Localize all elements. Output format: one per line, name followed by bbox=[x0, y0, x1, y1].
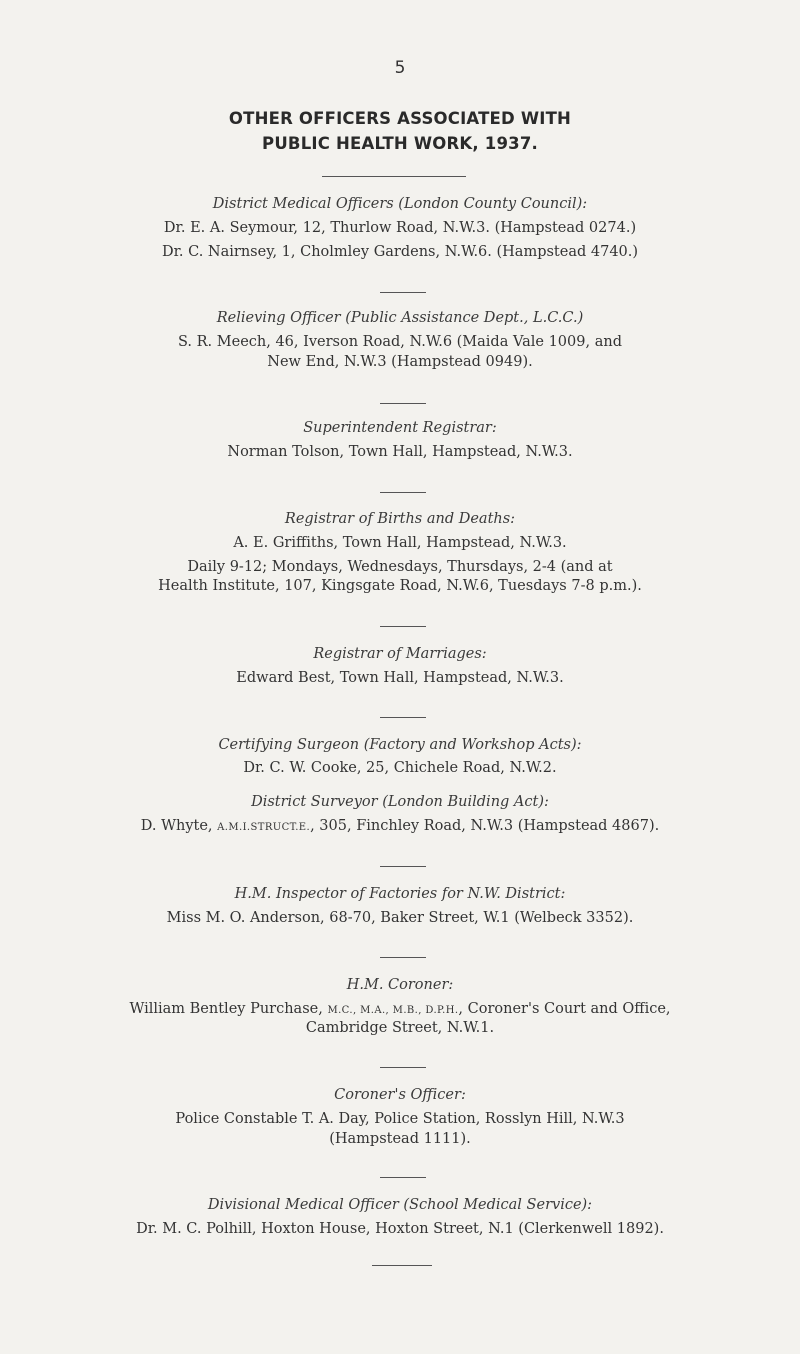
coroner-qualifications: M.C., M.A., M.B., D.P.H. bbox=[327, 1005, 459, 1016]
section-heading-coroner: H.M. Coroner: bbox=[346, 977, 454, 993]
section-heading-births-deaths: Registrar of Births and Deaths: bbox=[284, 511, 516, 527]
page-title bbox=[0, 106, 800, 156]
coroner-line-2: Cambridge Street, N.W.1. bbox=[305, 1020, 495, 1036]
district-surveyor-line-1 bbox=[0, 818, 800, 834]
district-medical-line-1: Dr. E. A. Seymour, 12, Thurlow Road, N.W.3. (Hampstead 0274.) bbox=[163, 220, 637, 236]
divider bbox=[380, 1067, 426, 1068]
coroner-name: William Bentley Purchase, bbox=[129, 1001, 328, 1017]
divider bbox=[380, 957, 426, 958]
coroner-line-1 bbox=[0, 1001, 800, 1017]
divider bbox=[380, 866, 426, 867]
title-line-2: PUBLIC HEALTH WORK, 1937. bbox=[262, 134, 538, 153]
births-deaths-line-2: Daily 9-12; Mondays, Wednesdays, Thursdays, 2-4 (and at bbox=[187, 559, 613, 575]
surveyor-name: D. Whyte, bbox=[140, 818, 218, 834]
inspector-factories-line-1: Miss M. O. Anderson, 68-70, Baker Street, W.1 (Welbeck 3352). bbox=[166, 910, 634, 926]
coroner-office: , Coroner's Court and Office, bbox=[458, 1001, 671, 1017]
coroners-officer-line-1: Police Constable T. A. Day, Police Station, Rosslyn Hill, N.W.3 bbox=[175, 1111, 625, 1127]
page-number: 5 bbox=[394, 58, 406, 78]
coroners-officer-line-2: (Hampstead 1111). bbox=[329, 1131, 471, 1147]
section-heading-relieving-officer: Relieving Officer (Public Assistance Dept., L.C.C.) bbox=[216, 310, 584, 326]
section-heading-certifying-surgeon: Certifying Surgeon (Factory and Workshop Acts): bbox=[218, 737, 582, 753]
title-line-1: OTHER OFFICERS ASSOCIATED WITH bbox=[228, 109, 572, 128]
section-heading-superintendent-registrar: Superintendent Registrar: bbox=[303, 420, 497, 436]
relieving-officer-line-2: New End, N.W.3 (Hampstead 0949). bbox=[267, 354, 533, 370]
section-heading-inspector-factories: H.M. Inspector of Factories for N.W. District: bbox=[234, 886, 566, 902]
certifying-surgeon-line-1: Dr. C. W. Cooke, 25, Chichele Road, N.W.2. bbox=[243, 760, 557, 776]
section-heading-coroners-officer: Coroner's Officer: bbox=[334, 1087, 466, 1103]
section-heading-divisional-medical: Divisional Medical Officer (School Medical Service): bbox=[207, 1197, 593, 1213]
births-deaths-line-3: Health Institute, 107, Kingsgate Road, N.W.6, Tuesdays 7-8 p.m.). bbox=[158, 578, 642, 594]
section-heading-district-medical: District Medical Officers (London County Council): bbox=[212, 196, 588, 212]
section-heading-marriages: Registrar of Marriages: bbox=[313, 646, 487, 662]
divider bbox=[380, 292, 426, 293]
superintendent-registrar-line-1: Norman Tolson, Town Hall, Hampstead, N.W.3. bbox=[227, 444, 573, 460]
divider bbox=[380, 717, 426, 718]
divider bbox=[372, 1265, 432, 1266]
births-deaths-line-1: A. E. Griffiths, Town Hall, Hampstead, N.W.3. bbox=[233, 535, 567, 551]
divider bbox=[380, 626, 426, 627]
marriages-line-1: Edward Best, Town Hall, Hampstead, N.W.3. bbox=[236, 670, 564, 686]
surveyor-address: , 305, Finchley Road, N.W.3 (Hampstead 4867). bbox=[310, 818, 660, 834]
section-heading-district-surveyor: District Surveyor (London Building Act): bbox=[251, 794, 549, 810]
divider bbox=[380, 403, 426, 404]
divider bbox=[380, 1177, 426, 1178]
surveyor-qualifications: A.M.I.STRUCT.E. bbox=[217, 822, 311, 833]
divider bbox=[322, 176, 466, 177]
divider bbox=[380, 492, 426, 493]
relieving-officer-line-1: S. R. Meech, 46, Iverson Road, N.W.6 (Maida Vale 1009, and bbox=[178, 334, 622, 350]
district-medical-line-2: Dr. C. Nairnsey, 1, Cholmley Gardens, N.W.6. (Hampstead 4740.) bbox=[161, 244, 639, 260]
divisional-medical-line-1: Dr. M. C. Polhill, Hoxton House, Hoxton Street, N.1 (Clerkenwell 1892). bbox=[136, 1221, 664, 1237]
